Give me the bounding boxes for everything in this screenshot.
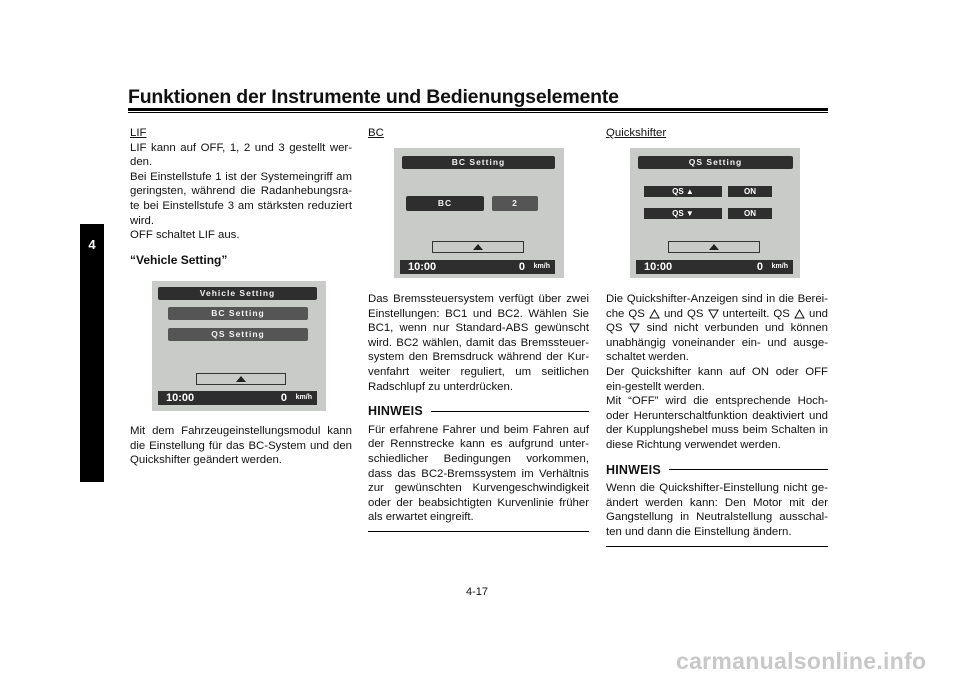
header-rule-thin: [128, 112, 828, 113]
qs-up-label: QS ▲: [644, 186, 722, 197]
quickshifter-heading: Quickshifter: [606, 127, 667, 139]
speed-unit: km/h: [771, 263, 788, 270]
bc-label: BC: [406, 196, 484, 211]
bc-value: 2: [492, 196, 538, 211]
right-column: [606, 292, 828, 547]
qs-text-1a: Die Quickshifter-Anzeigen sind in die Berei-che QS: [606, 293, 828, 320]
header-rule: [128, 108, 828, 111]
enter-button: [668, 241, 760, 253]
triangle-down-outline-icon: [629, 323, 640, 333]
qs-setting-item: QS Setting: [168, 328, 308, 341]
qs-setting-screen: [630, 148, 800, 278]
clock: 10:00: [408, 261, 437, 273]
up-arrow-icon: [709, 244, 719, 250]
qs-text-2: Der Quickshifter kann auf ON oder OFF ein-gestellt werden.: [606, 365, 828, 393]
screen-title: QS Setting: [638, 156, 793, 169]
speed: 0: [518, 261, 525, 273]
bc-setting-screen: [394, 148, 564, 278]
note-label: HINWEIS: [368, 404, 423, 419]
lif-text-3: OFF schaltet LIF aus.: [130, 229, 240, 242]
up-arrow-icon: [473, 244, 483, 250]
qs-down-label: QS ▼: [644, 208, 722, 219]
vehicle-setting-heading: “Vehicle Setting”: [130, 252, 228, 267]
middle-column: [368, 292, 589, 532]
qs-text-1d: und QS: [606, 307, 829, 335]
screen-title: Vehicle Setting: [158, 287, 317, 300]
triangle-up-outline-icon: [794, 309, 805, 319]
qs-down-value: ON: [728, 208, 772, 219]
screen-footer: [158, 391, 317, 405]
up-arrow-icon: [236, 376, 246, 382]
vehicle-setting-text: Mit dem Fahrzeugeinstellungsmodul kann die Einstellung für das BC-System und den Quickshifter geändert werden.: [130, 425, 352, 467]
enter-button: [432, 241, 524, 253]
screen-footer: [636, 260, 793, 274]
bc-text: Das Bremssteuersystem verfügt über zwei Einstellungen: BC1 und BC2. Wählen Sie BC1, wenn nur Standard-ABS gewünscht wird. BC2 wählen, damit das Bremssteuer-system den Bremsdruck während der Kur-venfahrt weiter reguliert, um seitlichen Radschlupf zu unterdrücken.: [368, 293, 589, 393]
divider: [431, 411, 589, 412]
enter-button: [196, 373, 286, 385]
speed: 0: [756, 261, 763, 273]
clock: 10:00: [166, 392, 195, 404]
qs-text-1e: sind nicht verbunden und können unabhängig voneinander ein- und ausge-schaltet werden.: [606, 322, 828, 364]
qs-up-value: ON: [728, 186, 772, 197]
chapter-tab: 4: [80, 224, 104, 482]
qs-text-3: Mit “OFF” wird die entsprechende Hoch-oder Herunterschaltfunktion deaktiviert und der Kupplungshebel muss beim Schalten in diese Richtung verwendet werden.: [606, 395, 828, 451]
lif-text-1: LIF kann auf OFF, 1, 2 und 3 gestellt wer-den.: [130, 141, 352, 169]
screen-footer: [400, 260, 555, 274]
bc-setting-item: BC Setting: [168, 307, 308, 320]
qs-text-1b: und QS: [663, 307, 704, 320]
qs-text-1: [606, 292, 828, 365]
note-text: Für erfahrene Fahrer und beim Fahren auf der Rennstrecke kann es aufgrund unter-schiedlicher Bedingungen vorkommen, dass das BC2-Bremssystem im Verhältnis zur gewünschten Kurvengeschwindigkeit oder der beabsichtigten Kurvenlinie früher als erwartet eingreift.: [368, 423, 589, 524]
qs-text-1c: unterteilt. QS: [722, 307, 790, 320]
lif-text-2: Bei Einstellstufe 1 ist der Systemeingriff am geringsten, während die Radanhebungsra-te bei Einstellstufe 3 am stärksten reduziert wird.: [130, 170, 352, 227]
left-column: [130, 126, 352, 267]
qs-heading-block: [606, 126, 828, 141]
note-label: HINWEIS: [606, 462, 661, 477]
divider: [606, 546, 828, 547]
triangle-up-outline-icon: [649, 309, 660, 319]
bc-heading-block: [368, 126, 590, 141]
speed-unit: km/h: [295, 394, 312, 401]
clock: 10:00: [644, 261, 673, 273]
divider: [669, 469, 828, 470]
divider: [368, 531, 589, 532]
bc-heading: BC: [368, 127, 384, 139]
speed-unit: km/h: [533, 263, 550, 270]
vehicle-setting-screen: [152, 281, 326, 411]
screen-title: BC Setting: [402, 156, 555, 169]
page-title: Funktionen der Instrumente und Bedienungselemente: [128, 86, 619, 108]
note-heading: [606, 463, 828, 478]
speed: 0: [280, 392, 287, 404]
watermark: carmanualsonline.info: [676, 648, 927, 674]
lif-heading: LIF: [130, 127, 147, 139]
page-number: 4-17: [466, 586, 489, 598]
note-heading: [368, 404, 589, 419]
note-text: Wenn die Quickshifter-Einstellung nicht ge-ändert werden kann: Den Motor mit der Gangstellung in Neutralstellung ausschal-ten und dann die Einstellung ändern.: [606, 482, 828, 538]
triangle-down-outline-icon: [708, 309, 719, 319]
